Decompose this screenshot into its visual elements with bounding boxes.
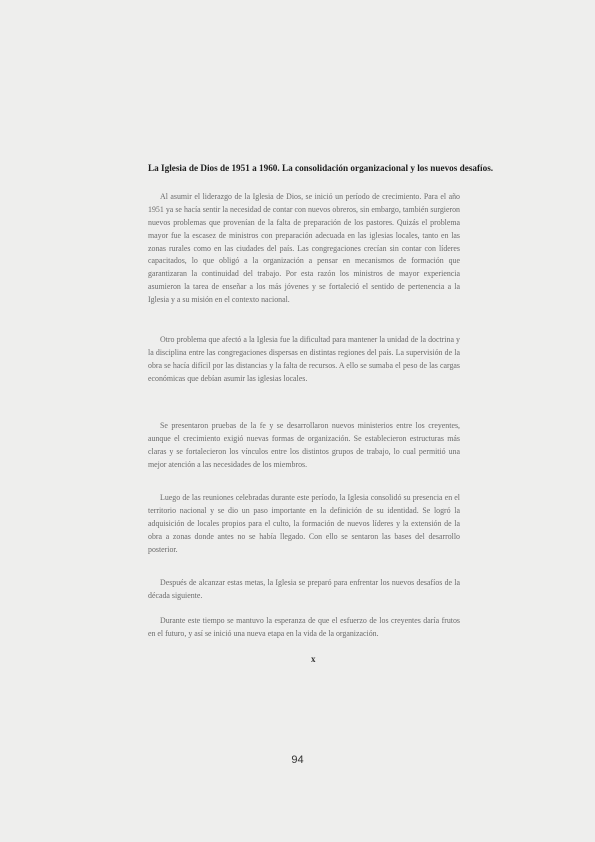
section-heading: La Iglesia de Dios de 1951 a 1960. La consolidación organizacional y los nuevos desafíos. (148, 163, 494, 173)
body-paragraph-5: Después de alcanzar estas metas, la Iglesia se preparó para enfrentar los nuevos desafíos de la década siguiente. (148, 577, 460, 600)
body-paragraph-3: Se presentaron pruebas de la fe y se desarrollaron nuevos ministerios entre los creyentes, aunque el crecimiento exigió nuevas formas de organización. Se establecieron estructuras más claras y se fortalecieron los vínculos entre los distintos grupos de trabajo, lo cual permitió una mejor atención a las necesidades de los miembros. (148, 420, 460, 469)
body-paragraph-1: Al asumir el liderazgo de la Iglesia de Dios, se inició un período de crecimiento. Para el año 1951 ya se hacía sentir la necesidad de contar con nuevos obreros, sin embargo, también surgieron nuevos problemas que provenían de la falta de preparación de los pastores. Quizás el problema mayor fue la escasez de ministros con preparación adecuada en las iglesias locales, tanto en las zonas rurales como en las ciudades del país. Las congregaciones crecían sin contar con líderes capacitados, lo que obligó a la organización a pensar en mecanismos de formación que garantizaran la continuidad del trabajo. Por esta razón los ministros de mayor experiencia asumieron la tarea de enseñar a los más jóvenes y se fortaleció el sentido de pertenencia a la Iglesia y a su misión en el contexto nacional. (148, 191, 460, 305)
body-paragraph-6: Durante este tiempo se mantuvo la esperanza de que el esfuerzo de los creyentes daría frutos en el futuro, y así se inició una nueva etapa en la vida de la organización. (148, 615, 460, 638)
body-paragraph-2: Otro problema que afectó a la Iglesia fue la dificultad para mantener la unidad de la doctrina y la disciplina entre las congregaciones dispersas en distintas regiones del país. La supervisión de la obra se hacía difícil por las distancias y la falta de recursos. A ello se sumaba el peso de las cargas económicas que debían asumir las iglesias locales. (148, 334, 460, 383)
page-number: 94 (291, 754, 304, 766)
body-paragraph-4: Luego de las reuniones celebradas durante este período, la Iglesia consolidó su presencia en el territorio nacional y se dio un paso importante en la definición de su identidad. Se logró la adquisición de locales propios para el culto, la formación de nuevos líderes y la extensión de la obra a zonas donde antes no se había llegado. Con ello se sentaron las bases del desarrollo posterior. (148, 492, 460, 554)
footnote-marker: x (311, 654, 316, 664)
